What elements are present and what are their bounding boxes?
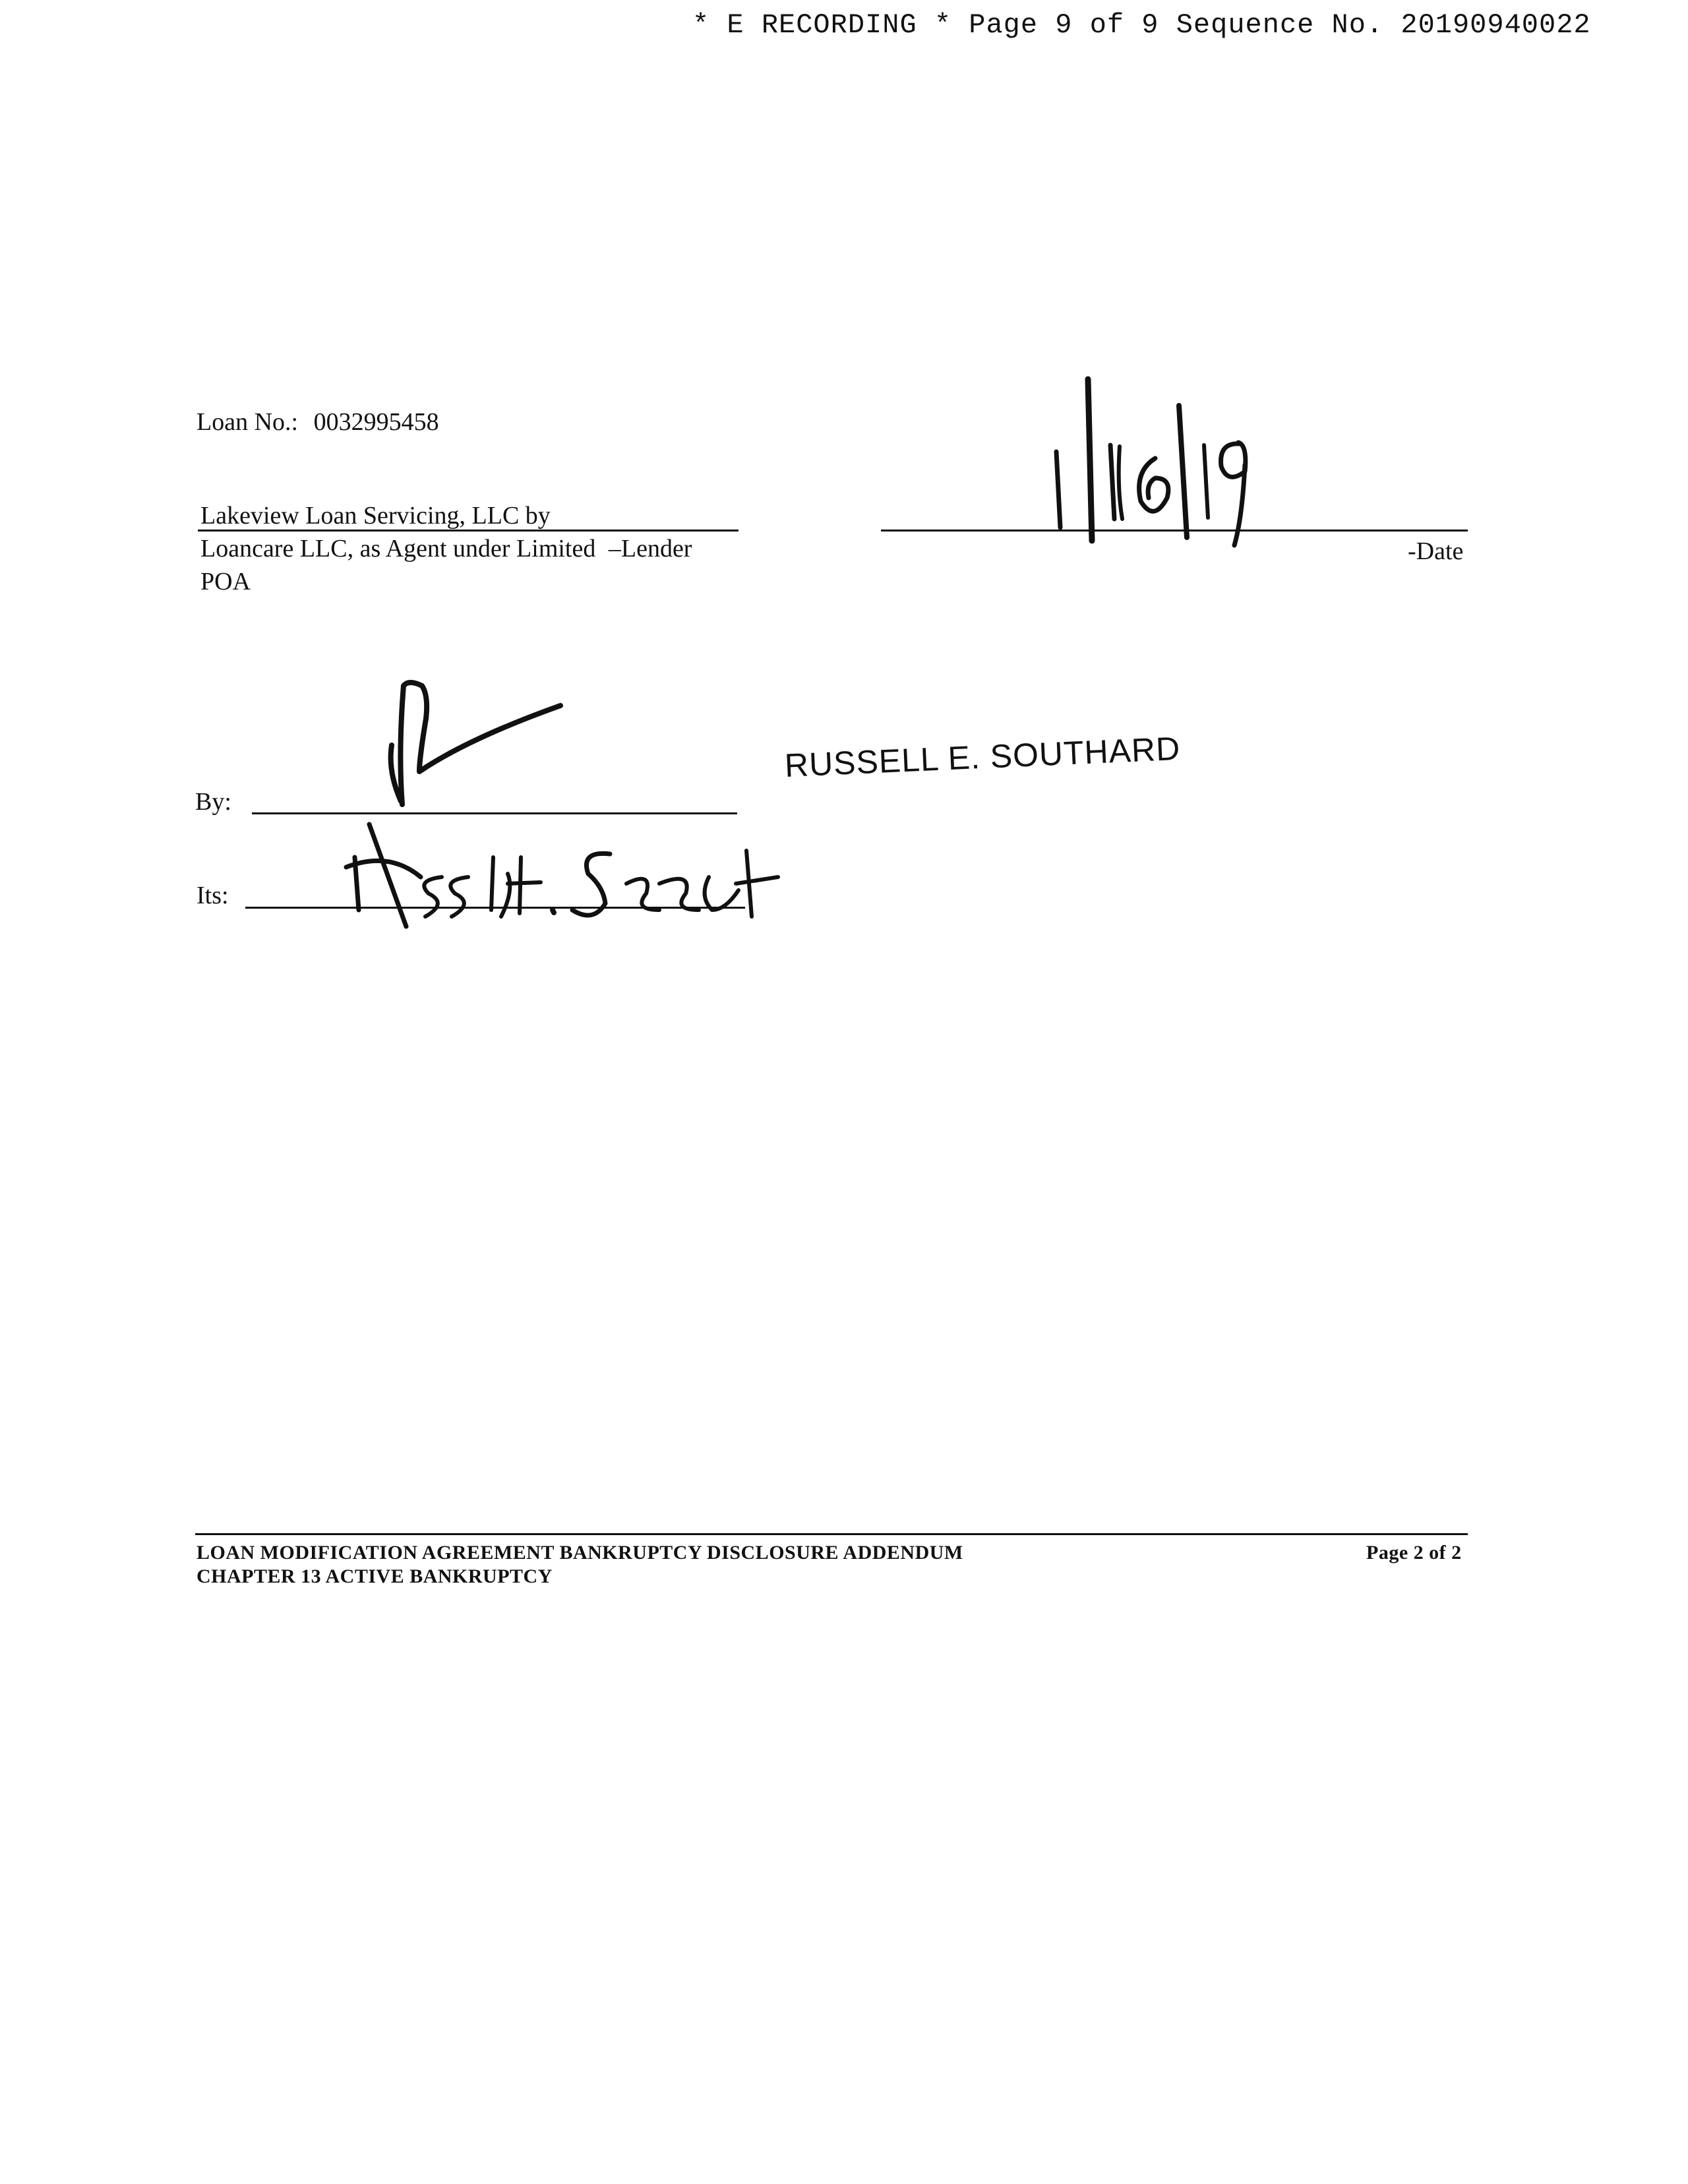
- recording-header: * E RECORDING * Page 9 of 9 Sequence No. 20190940022: [692, 9, 1591, 41]
- loan-number-value: 0032995458: [313, 408, 439, 436]
- lender-name-line1: Lakeview Loan Servicing, LLC by: [200, 502, 551, 530]
- footer-title-line1: LOAN MODIFICATION AGREEMENT BANKRUPTCY DISCLOSURE ADDENDUM: [196, 1542, 963, 1563]
- loan-number-row: [196, 408, 439, 437]
- lender-name-line3: POA: [200, 568, 251, 595]
- footer-rule: [195, 1533, 1468, 1535]
- handwritten-title-graphic: [343, 811, 804, 943]
- its-label: Its:: [196, 882, 229, 909]
- footer-page-number: Page 2 of 2: [1366, 1542, 1462, 1563]
- lender-name-line2: [200, 534, 692, 563]
- footer-title-line2: CHAPTER 13 ACTIVE BANKRUPTCY: [196, 1565, 553, 1587]
- signature-graphic: [369, 673, 580, 818]
- handwritten-date-graphic: [1042, 366, 1279, 551]
- lender-role-label: –Lender: [608, 535, 692, 562]
- by-label: By:: [195, 788, 231, 816]
- loan-number-label: Loan No.:: [196, 408, 299, 436]
- date-label: -Date: [1408, 537, 1464, 565]
- lender-agent-text: Loancare LLC, as Agent under Limited: [200, 535, 596, 562]
- lender-underline: [198, 530, 738, 531]
- signer-name-stamp: RUSSELL E. SOUTHARD: [783, 729, 1182, 784]
